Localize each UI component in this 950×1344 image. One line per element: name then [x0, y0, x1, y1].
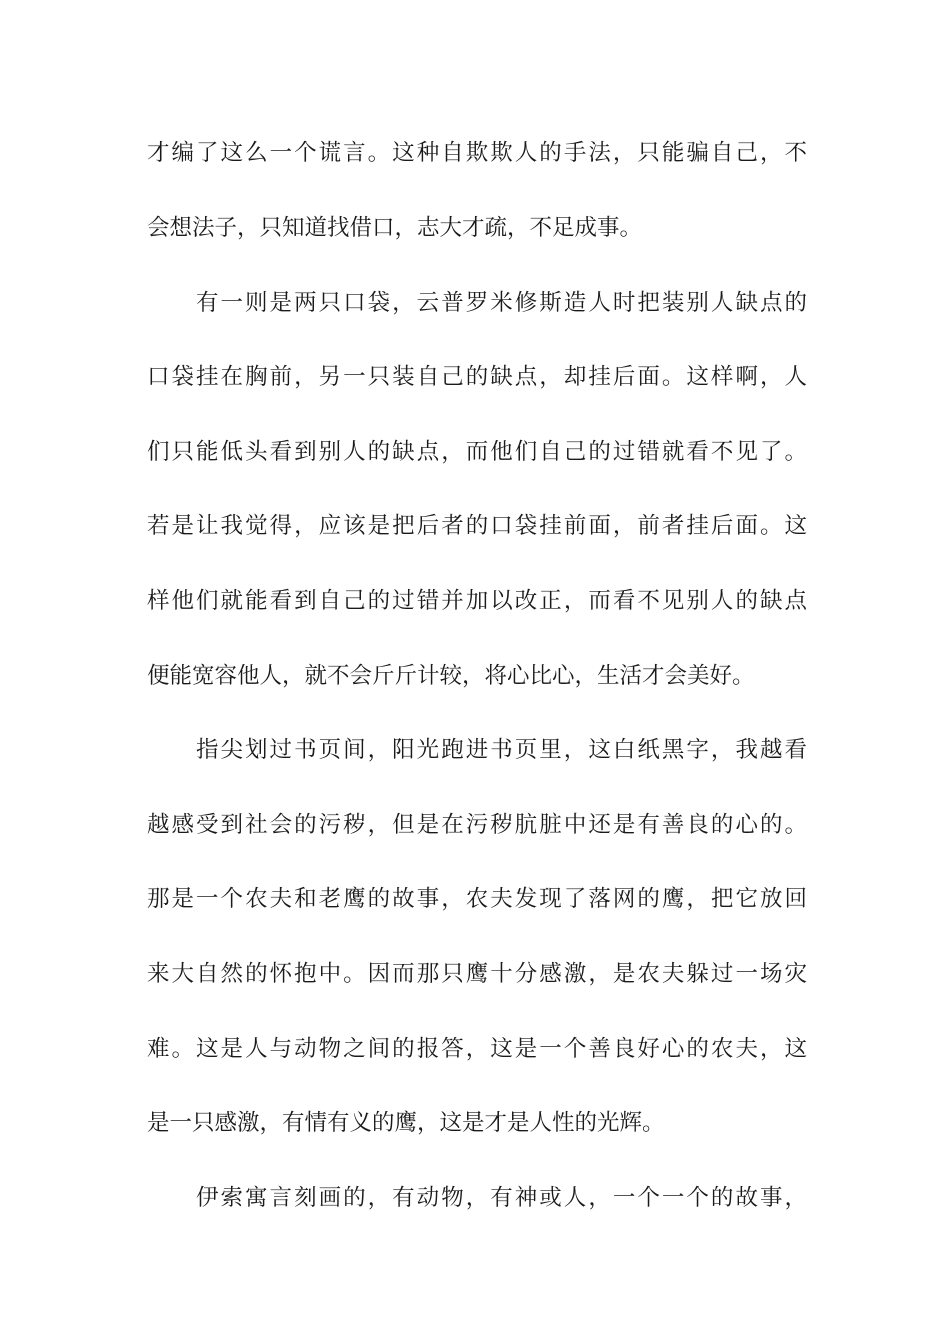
paragraph-first-line: 伊索寓言刻画的，有动物，有神或人，一个一个的故事，: [196, 1185, 807, 1211]
text-line: 口袋挂在胸前，另一只装自己的缺点，却挂后面。这样啊，人: [147, 364, 807, 390]
text-line: 才编了这么一个谎言。这种自欺欺人的手法，只能骗自己，不: [147, 140, 807, 166]
text-line: 难。这是人与动物之间的报答，这是一个善良好心的农夫，这: [147, 1036, 807, 1062]
text-line: 越感受到社会的污秽，但是在污秽肮脏中还是有善良的心的。: [147, 812, 807, 838]
text-line: 来大自然的怀抱中。因而那只鹰十分感激，是农夫躲过一场灾: [147, 961, 807, 987]
paragraph-first-line: 有一则是两只口袋，云普罗米修斯造人时把装别人缺点的: [196, 290, 807, 316]
text-line: 是一只感激，有情有义的鹰，这是才是人性的光辉。: [147, 1110, 665, 1136]
text-line: 们只能低头看到别人的缺点，而他们自己的过错就看不见了。: [147, 439, 807, 465]
text-line: 若是让我觉得，应该是把后者的口袋挂前面，前者挂后面。这: [147, 513, 807, 539]
text-line: 那是一个农夫和老鹰的故事，农夫发现了落网的鹰，把它放回: [147, 886, 807, 912]
text-line: 会想法子，只知道找借口，志大才疏，不足成事。: [147, 215, 643, 241]
text-line: 便能宽容他人，就不会斤斤计较，将心比心，生活才会美好。: [147, 663, 755, 689]
text-line: 样他们就能看到自己的过错并加以改正，而看不见别人的缺点: [147, 588, 807, 614]
paragraph-first-line: 指尖划过书页间，阳光跑进书页里，这白纸黑字，我越看: [196, 737, 807, 763]
